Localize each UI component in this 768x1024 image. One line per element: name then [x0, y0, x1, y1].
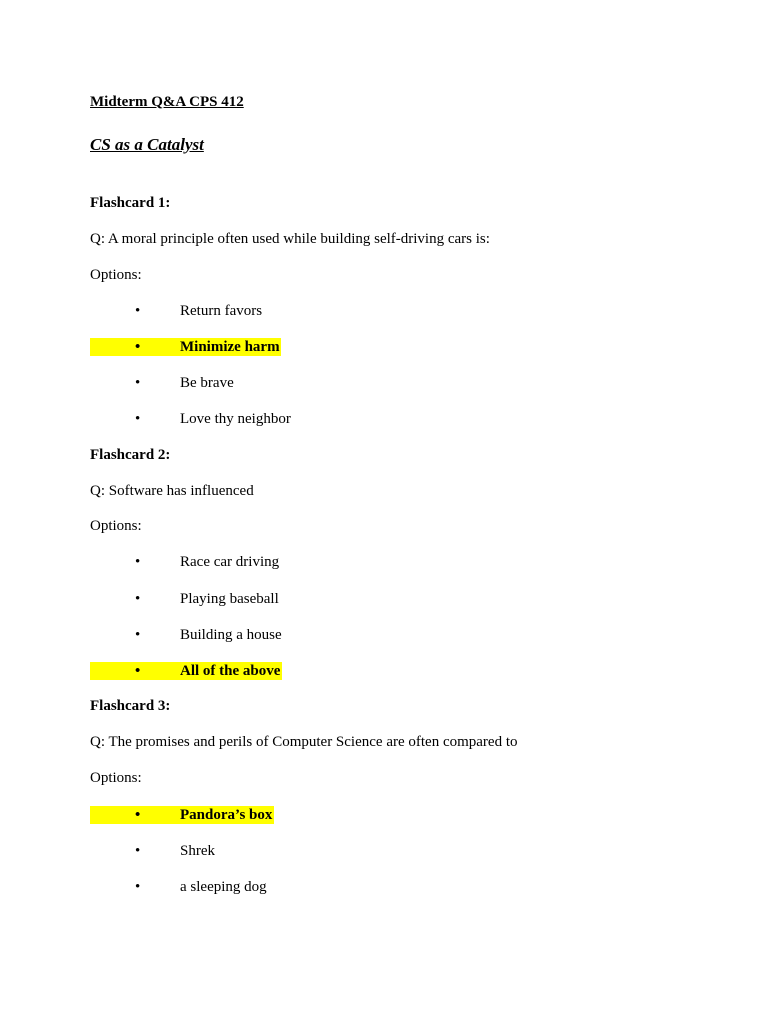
flashcard-2-question: Q: Software has influenced: [90, 483, 254, 499]
bullet-icon: •: [135, 879, 141, 895]
flashcard-1-option-2-highlighted: [90, 338, 281, 356]
flashcard-3-heading: Flashcard 3:: [90, 698, 171, 714]
option-text: All of the above: [180, 663, 281, 679]
flashcard-2-heading: Flashcard 2:: [90, 447, 171, 463]
bullet-icon: •: [135, 843, 141, 859]
option-text: Pandora’s box: [180, 807, 273, 823]
bullet-icon: •: [135, 591, 141, 607]
document-title: Midterm Q&A CPS 412: [90, 94, 244, 110]
option-text: Minimize harm: [180, 339, 280, 355]
bullet-icon: •: [135, 375, 141, 391]
bullet-icon: •: [135, 663, 141, 679]
option-text: Playing baseball: [180, 591, 279, 607]
option-text: Love thy neighbor: [180, 411, 291, 427]
flashcard-3-options-label: Options:: [90, 770, 142, 786]
document-subtitle: CS as a Catalyst: [90, 135, 204, 154]
option-text: a sleeping dog: [180, 879, 267, 895]
flashcard-1-heading: Flashcard 1:: [90, 195, 171, 211]
option-text: Race car driving: [180, 554, 280, 570]
bullet-icon: •: [135, 554, 141, 570]
bullet-icon: •: [135, 303, 141, 319]
flashcard-1-question: Q: A moral principle often used while building self-driving cars is:: [90, 231, 490, 247]
flashcard-3-option-1-highlighted: [90, 806, 274, 824]
bullet-icon: •: [135, 411, 141, 427]
option-text: Return favors: [180, 303, 263, 319]
bullet-icon: •: [135, 627, 141, 643]
bullet-icon: •: [135, 339, 141, 355]
flashcard-1-options-label: Options:: [90, 267, 142, 283]
flashcard-2-option-4-highlighted: [90, 662, 282, 680]
flashcard-3-question: Q: The promises and perils of Computer Science are often compared to: [90, 734, 518, 750]
option-text: Shrek: [180, 843, 215, 859]
option-text: Building a house: [180, 627, 282, 643]
flashcard-2-options-label: Options:: [90, 518, 142, 534]
option-text: Be brave: [180, 375, 234, 391]
bullet-icon: •: [135, 807, 141, 823]
